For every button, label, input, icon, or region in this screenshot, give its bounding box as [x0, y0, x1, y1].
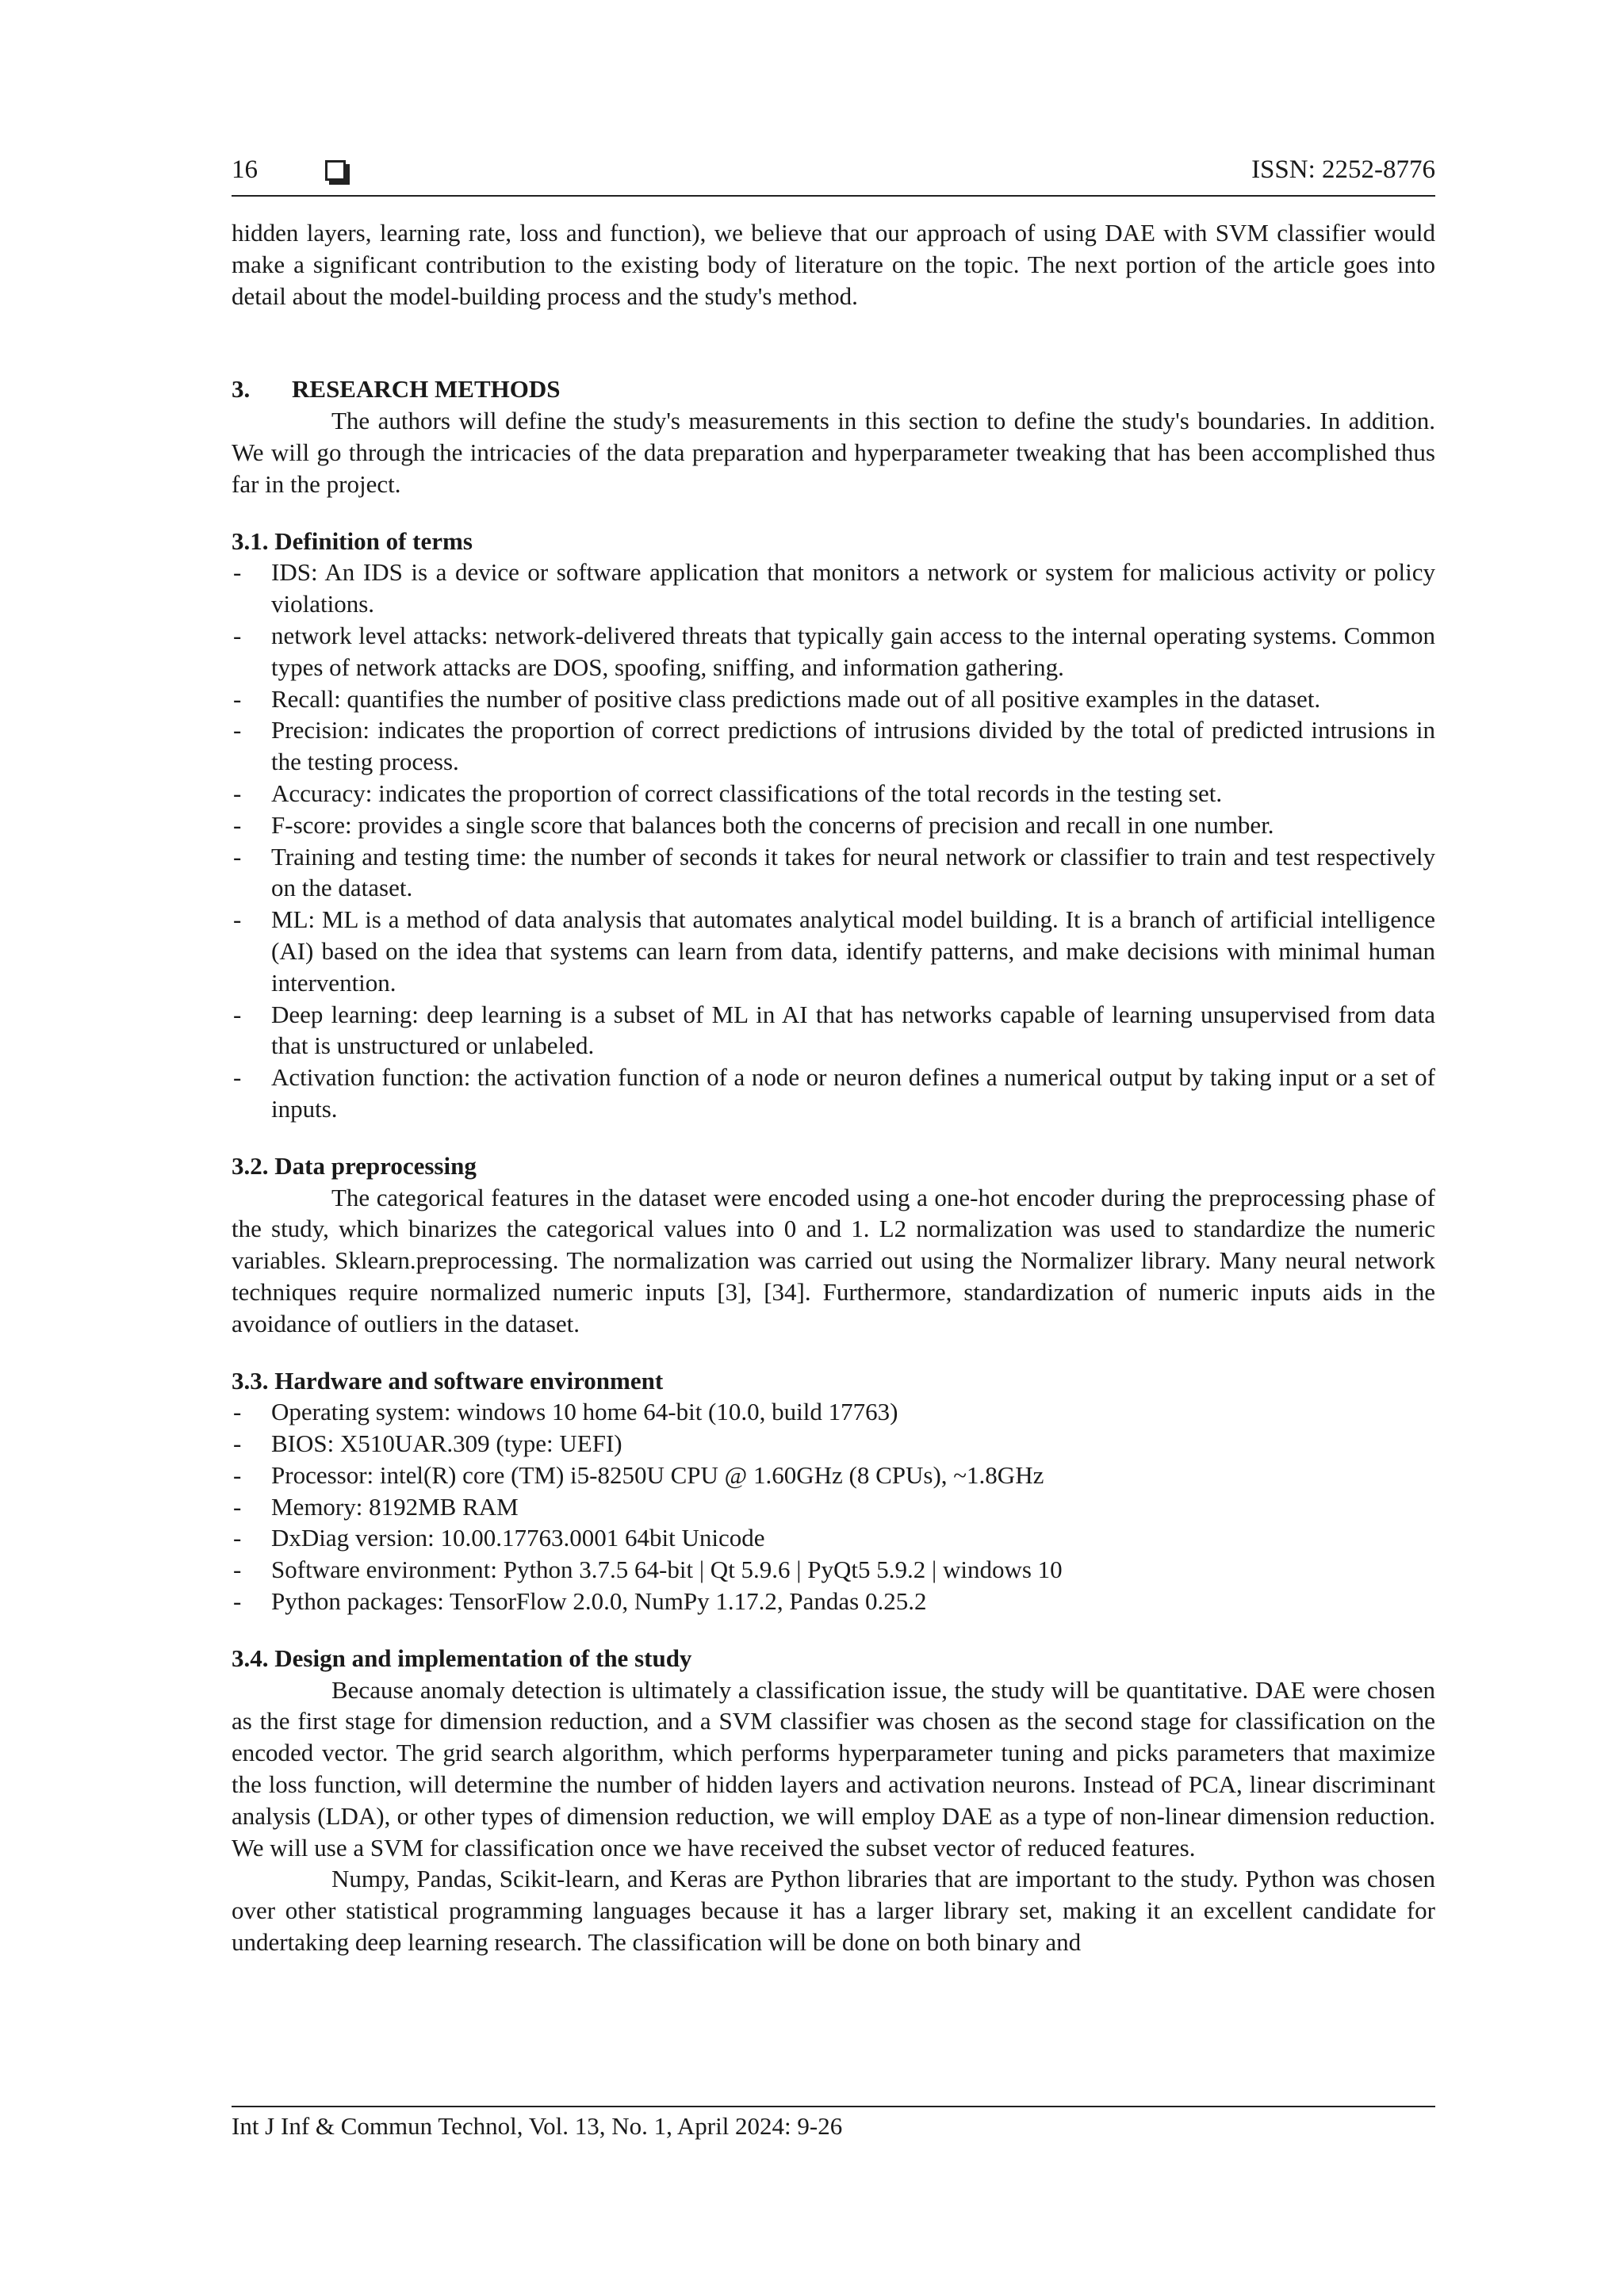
section-number: 3.: [232, 375, 251, 404]
page-footer: [232, 2106, 1435, 2141]
subsection-heading-definitions: 3.1. Definition of terms: [232, 526, 473, 555]
definitions-list: [232, 557, 1435, 1124]
list-item: [232, 1491, 1435, 1523]
list-item: [232, 1396, 1435, 1428]
dash-bullet-icon: -: [233, 1587, 242, 1616]
page-content: [232, 217, 1435, 1958]
section-paragraph: The authors will define the study's measurements in this section to define the study's boundaries. In addition. We will go through the intricacies of the data preparation and hyperparameter tweaking that has been accomplished thus far in the project.: [232, 407, 1435, 498]
dash-bullet-icon: -: [233, 1063, 242, 1092]
subsection-heading-design: 3.4. Design and implementation of the study: [232, 1644, 692, 1672]
list-item: [232, 1586, 1435, 1617]
list-item-text: IDS: An IDS is a device or software application that monitors a network or system for malicious activity or policy violations.: [271, 558, 1435, 618]
list-item-text: Deep learning: deep learning is a subset of ML in AI that has networks capable of learning unsupervised from data that is unstructured or unlabeled.: [271, 1000, 1435, 1060]
intro-paragraph: hidden layers, learning rate, loss and function), we believe that our approach of using DAE with SVM classifier would make a significant contribution to the existing body of literature on the topic. The next portion of the article goes into detail about the model-building process and the study's method.: [232, 219, 1435, 310]
footer-citation: Int J Inf & Commun Technol, Vol. 13, No. 1, April 2024: 9-26: [232, 2112, 843, 2140]
list-item: [232, 778, 1435, 809]
dash-bullet-icon: -: [233, 810, 242, 839]
dash-bullet-icon: -: [233, 1429, 242, 1458]
header-box-icon: [325, 160, 346, 181]
section-title: RESEARCH METHODS: [292, 375, 561, 404]
dash-bullet-icon: -: [233, 1556, 242, 1584]
dash-bullet-icon: -: [233, 716, 242, 744]
list-item-text: ML: ML is a method of data analysis that automates analytical model building. It is a branch of artificial intelligence (AI) based on the idea that systems can learn from data, identify patterns, and make decisions with minimal human intervention.: [271, 905, 1435, 997]
list-item: [232, 557, 1435, 620]
list-item-text: Operating system: windows 10 home 64-bit (10.0, build 17763): [271, 1398, 898, 1426]
list-item-text: Training and testing time: the number of seconds it takes for neural network or classifier to train and test respectively on the dataset.: [271, 842, 1435, 902]
design-paragraph-1: Because anomaly detection is ultimately a classification issue, the study will be quantitative. DAE were chosen as the first stage for dimension reduction, and a SVM classifier was chosen as the second stage for classification on the encoded vector. The grid search algorithm, which performs hyperparameter tuning and picks parameters that maximize the loss function, will determine the number of hidden layers and activation neurons. Instead of PCA, linear discriminant analysis (LDA), or other types of dimension reduction, we will employ DAE as a type of non-linear dimension reduction. We will use a SVM for classification once we have received the subset vector of reduced features.: [232, 1675, 1435, 1862]
dash-bullet-icon: -: [233, 1524, 242, 1552]
list-item: [232, 1428, 1435, 1460]
list-item-text: Software environment: Python 3.7.5 64-bit | Qt 5.9.6 | PyQt5 5.9.2 | windows 10: [271, 1556, 1063, 1584]
subsection-heading-environment: 3.3. Hardware and software environment: [232, 1366, 664, 1395]
subsection-heading-preprocessing: 3.2. Data preprocessing: [232, 1151, 477, 1180]
dash-bullet-icon: -: [233, 621, 242, 649]
list-item-text: Memory: 8192MB RAM: [271, 1492, 519, 1521]
list-item: [232, 1460, 1435, 1491]
dash-bullet-icon: -: [233, 558, 242, 587]
list-item: [232, 714, 1435, 778]
preprocessing-paragraph: The categorical features in the dataset were encoded using a one-hot encoder during the preprocessing phase of the study, which binarizes the categorical values into 0 and 1. L2 normalization was used to standardize the numeric variables. Sklearn.preprocessing. The normalization was carried out using the Normalizer library. Many neural network techniques require normalized numeric inputs [3], [34]. Furthermore, standardization of numeric inputs aids in the avoidance of outliers in the dataset.: [232, 1183, 1435, 1337]
list-item: [232, 1522, 1435, 1554]
design-paragraph-2: Numpy, Pandas, Scikit-learn, and Keras are Python libraries that are important to the study. Python was chosen over other statistical programming languages because it has a larger library set, making it an excellent candidate for undertaking deep learning research. The classification will be done on both binary and: [232, 1865, 1435, 1957]
list-item: [232, 683, 1435, 715]
list-item-text: Processor: intel(R) core (TM) i5-8250U CPU @ 1.60GHz (8 CPUs), ~1.8GHz: [271, 1460, 1044, 1489]
dash-bullet-icon: -: [233, 684, 242, 713]
list-item: [232, 620, 1435, 683]
issn: ISSN: 2252-8776: [1251, 155, 1435, 184]
list-item-text: DxDiag version: 10.00.17763.0001 64bit Unicode: [271, 1524, 765, 1552]
list-item-text: Recall: quantifies the number of positive class predictions made out of all positive examples in the dataset.: [271, 684, 1321, 713]
list-item-text: Activation function: the activation function of a node or neuron defines a numerical output by taking input or a set of inputs.: [271, 1063, 1435, 1123]
dash-bullet-icon: -: [233, 1000, 242, 1028]
dash-bullet-icon: -: [233, 905, 242, 934]
environment-list: [232, 1396, 1435, 1617]
list-item-text: BIOS: X510UAR.309 (type: UEFI): [271, 1429, 622, 1458]
dash-bullet-icon: -: [233, 779, 242, 807]
dash-bullet-icon: -: [233, 1460, 242, 1489]
dash-bullet-icon: -: [233, 842, 242, 871]
dash-bullet-icon: -: [233, 1398, 242, 1426]
list-item-text: Python packages: TensorFlow 2.0.0, NumPy 1.17.2, Pandas 0.25.2: [271, 1587, 927, 1616]
list-item-text: F-score: provides a single score that balances both the concerns of precision and recall in one number.: [271, 810, 1274, 839]
list-item-text: Accuracy: indicates the proportion of correct classifications of the total records in the testing set.: [271, 779, 1223, 807]
list-item: [232, 1062, 1435, 1125]
list-item: [232, 809, 1435, 841]
list-item: [232, 841, 1435, 905]
list-item: [232, 1554, 1435, 1586]
list-item-text: Precision: indicates the proportion of correct predictions of intrusions divided by the total of predicted intrusions in the testing process.: [271, 716, 1435, 776]
section-heading-research-methods: [232, 373, 1435, 405]
list-item: [232, 904, 1435, 998]
dash-bullet-icon: -: [233, 1492, 242, 1521]
list-item: [232, 999, 1435, 1062]
list-item-text: network level attacks: network-delivered threats that typically gain access to the internal operating systems. Common types of network attacks are DOS, spoofing, sniffing, and information gathering.: [271, 621, 1435, 681]
page-header: [232, 155, 1435, 197]
page-number: 16: [232, 155, 258, 184]
